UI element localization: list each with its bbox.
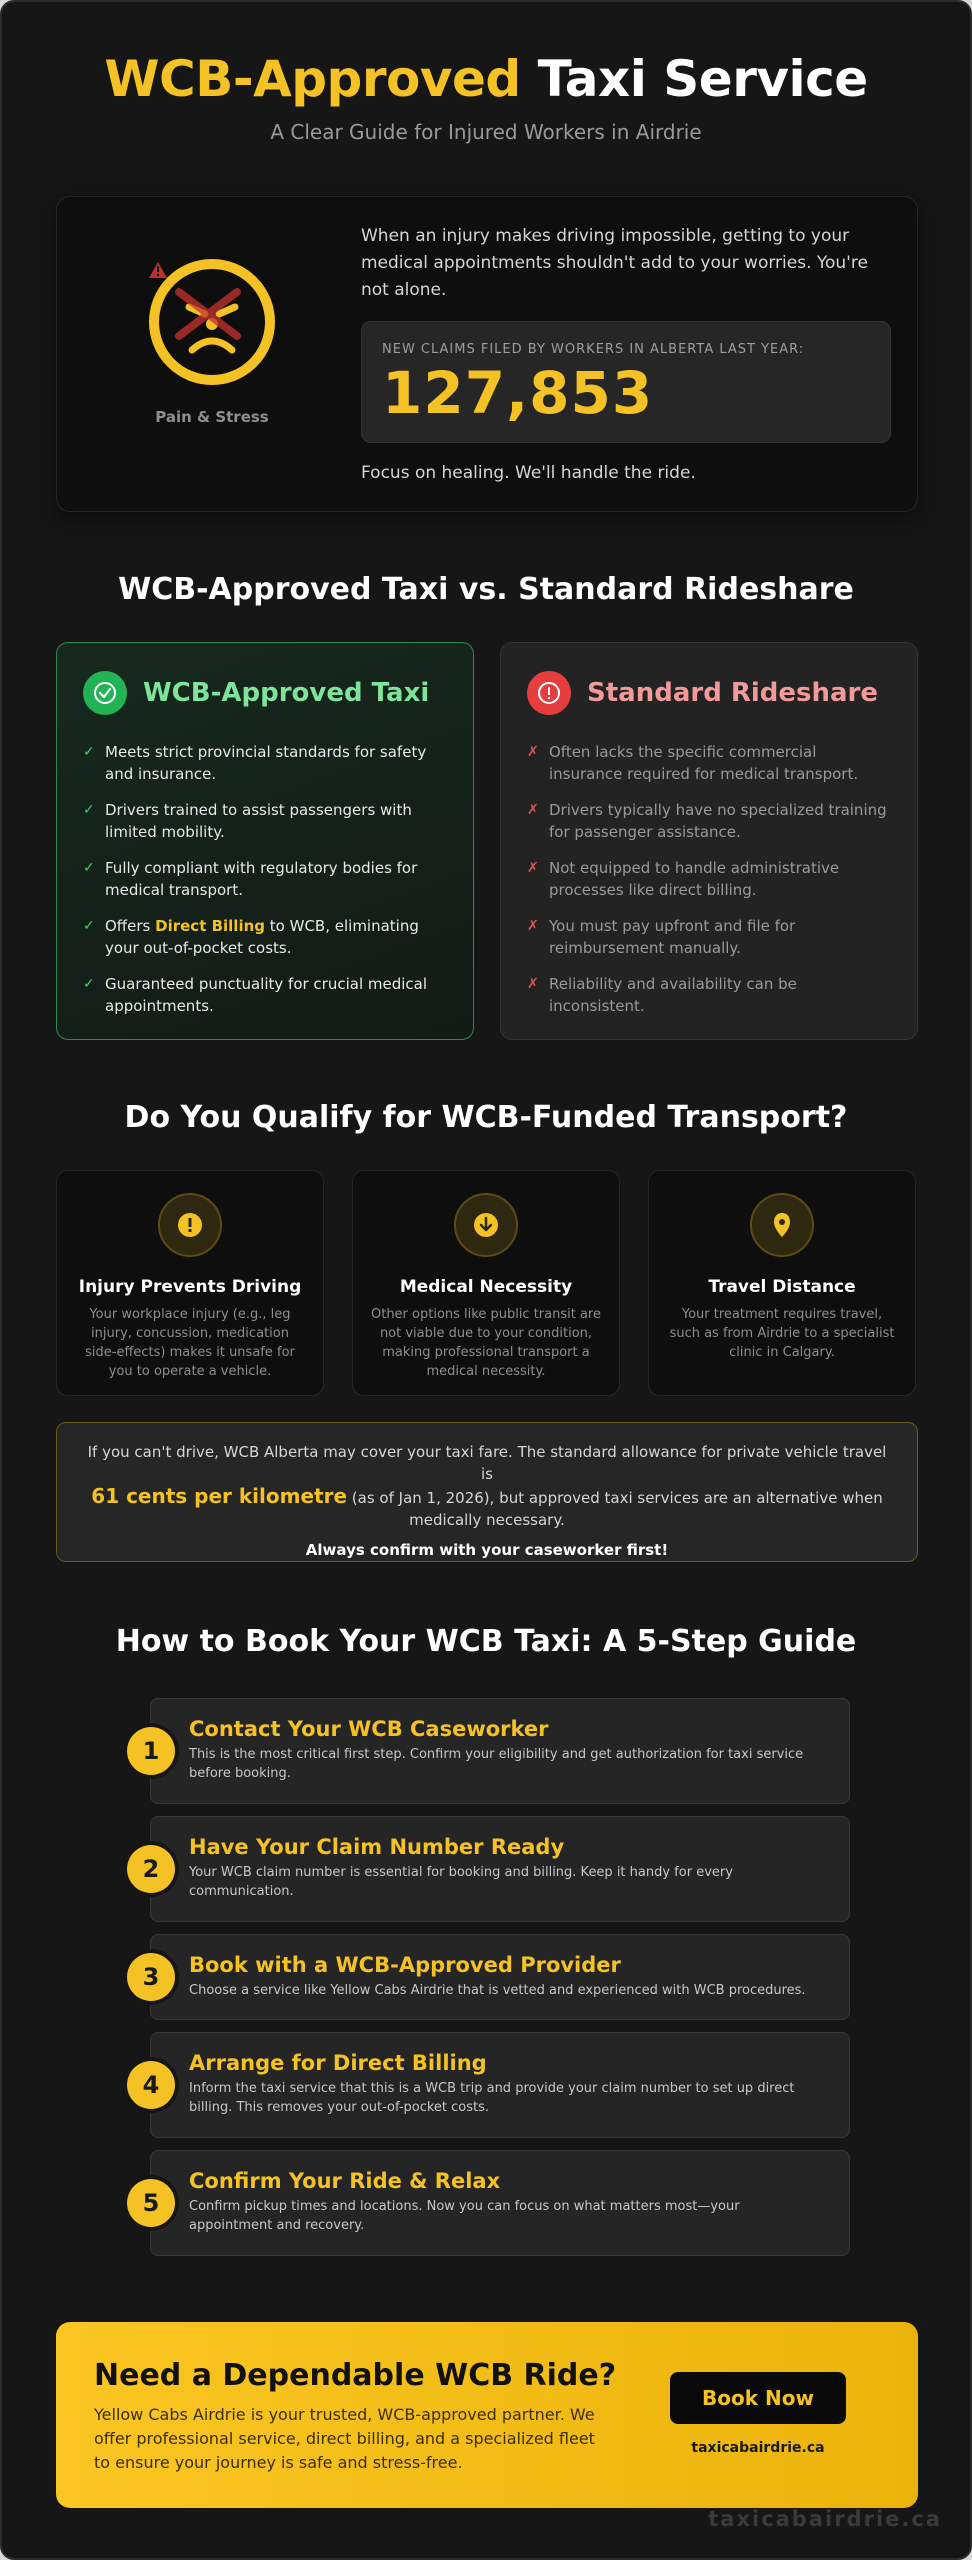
qualify-card-desc: Your workplace injury (e.g., leg injury, concussion, medication side-effects) makes it unsafe for you to operate a vehicle. (85, 1307, 295, 1379)
step-number-badge: 5 (127, 2179, 175, 2227)
location-pin-icon (750, 1193, 814, 1257)
hero-intro: When an injury makes driving impossible, getting to your medical appointments shouldn't add to your worries. You're not alone. (361, 226, 868, 300)
qualify-card-title: Medical Necessity (399, 1277, 573, 1297)
list-item: ✗ Reliability and availability can be inconsistent. (527, 975, 797, 1015)
step-title: Confirm Your Ride & Relax (189, 2169, 501, 2193)
list-item: ✓ Drivers trained to assist passengers with limited mobility. (83, 801, 412, 841)
header (2, 2, 970, 144)
list-item: ✗ Not equipped to handle administrative processes like direct billing. (527, 859, 840, 899)
step-number-badge: 2 (127, 1845, 175, 1893)
list-item: ✗ Often lacks the specific commercial insurance required for medical transport. (527, 743, 859, 783)
claims-stat-box (361, 321, 891, 443)
title-highlight: WCB-Approved (104, 50, 521, 108)
wcb-taxi-card (56, 642, 474, 1040)
cross-icon: ✗ (527, 976, 539, 992)
list-item: ✓ Fully compliant with regulatory bodies for medical transport. (83, 859, 418, 899)
cross-icon: ✗ (527, 802, 539, 818)
hero-footer: Focus on healing. We'll handle the ride. (361, 463, 696, 483)
step-title: Book with a WCB-Approved Provider (189, 1953, 621, 1977)
qualify-title: Do You Qualify for WCB-Funded Transport? (124, 1100, 848, 1135)
direct-billing-highlight: Direct Billing (155, 917, 266, 935)
step-card-5 (142, 2150, 850, 2256)
exclamation-icon (158, 1193, 222, 1257)
step-desc: Inform the taxi service that this is a WCB trip and provide your claim number to set up direct billing. This removes your out-of-pocket costs. (189, 2081, 795, 2115)
rideshare-drawbacks (527, 741, 891, 1017)
title-rest: Taxi Service (537, 50, 868, 108)
page-subtitle: A Clear Guide for Injured Workers in Airdrie (270, 120, 702, 144)
arrow-down-circle-icon (454, 1193, 518, 1257)
watermark: taxicabairdrie.ca (708, 2507, 942, 2531)
alert-circle-icon (527, 671, 571, 715)
notice-warning: Always confirm with your caseworker first! (305, 1541, 669, 1559)
stat-label: NEW CLAIMS FILED BY WORKERS IN ALBERTA LAST YEAR: (382, 342, 805, 357)
pain-stress-illustration (137, 252, 287, 426)
notice-text-continued: (as of Jan 1, 2026), but approved taxi services are an alternative when medically necessary. (351, 1489, 883, 1529)
checkmark-icon: ✓ (83, 860, 95, 876)
step-card-2 (142, 1816, 850, 1922)
cross-icon: ✗ (527, 918, 539, 934)
cta-title: Need a Dependable WCB Ride? (94, 2358, 617, 2393)
icon-caption: Pain & Stress (155, 408, 269, 426)
checkmark-icon: ✓ (83, 744, 95, 760)
step-desc: Confirm pickup times and locations. Now you can focus on what matters most—your appointment and recovery. (189, 2199, 740, 2233)
step-card-4 (142, 2032, 850, 2138)
step-title: Arrange for Direct Billing (189, 2051, 487, 2075)
comparison-title: WCB-Approved Taxi vs. Standard Rideshare (118, 572, 854, 607)
wcb-taxi-benefits (83, 741, 447, 1017)
pain-face-icon (137, 252, 287, 392)
step-number-badge: 3 (127, 1953, 175, 2001)
list-item: ✓ Offers Direct Billing to WCB, eliminating your out-of-pocket costs. (83, 917, 419, 957)
wcb-taxi-title: WCB-Approved Taxi (143, 678, 430, 708)
page-title (2, 50, 970, 108)
step-title: Have Your Claim Number Ready (189, 1835, 565, 1859)
step-number-badge: 4 (127, 2061, 175, 2109)
notice-text: If you can't drive, WCB Alberta may cover your taxi fare. The standard allowance for private vehicle travel is (87, 1443, 887, 1483)
step-desc: This is the most critical first step. Confirm your eligibility and get authorization for taxi service before booking. (189, 1747, 804, 1781)
qualify-card-title: Injury Prevents Driving (78, 1277, 302, 1297)
checkmark-icon: ✓ (83, 802, 95, 818)
list-item: ✓ Guaranteed punctuality for crucial medical appointments. (83, 975, 428, 1015)
qualify-card-injury (56, 1170, 324, 1396)
qualify-card-distance (648, 1170, 916, 1396)
qualify-card-title: Travel Distance (708, 1277, 856, 1297)
step-title: Contact Your WCB Caseworker (189, 1717, 549, 1741)
qualify-card-desc: Other options like public transit are not viable due to your condition, making professional transport a medical necessity. (370, 1307, 601, 1379)
list-item: ✓ Meets strict provincial standards for safety and insurance. (83, 743, 427, 783)
qualify-card-desc: Your treatment requires travel, such as from Airdrie to a specialist clinic in Calgary. (669, 1307, 895, 1360)
step-card-3 (142, 1934, 850, 2020)
allowance-notice (56, 1422, 918, 1562)
book-now-button[interactable]: Book Now (670, 2372, 846, 2424)
cta-text: Yellow Cabs Airdrie is your trusted, WCB-approved partner. We offer professional service, direct billing, and a specialized fleet to ensure your journey is safe and stress-free. (94, 2405, 595, 2472)
hero-card (56, 196, 918, 512)
wcb-taxi-header (83, 671, 447, 715)
checkmark-icon: ✓ (83, 918, 95, 934)
stat-value: 127,853 (382, 359, 654, 427)
checkmark-icon: ✓ (83, 976, 95, 992)
cta-banner (56, 2322, 918, 2508)
qualify-card-medical (352, 1170, 620, 1396)
list-item: ✗ Drivers typically have no specialized training for passenger assistance. (527, 801, 887, 841)
step-card-1 (142, 1698, 850, 1804)
rideshare-card (500, 642, 918, 1040)
list-item: ✗ You must pay upfront and file for reimbursement manually. (527, 917, 796, 957)
check-circle-icon (83, 671, 127, 715)
step-desc: Choose a service like Yellow Cabs Airdrie that is vetted and experienced with WCB procedures. (189, 1983, 806, 1998)
step-number-badge: 1 (127, 1727, 175, 1775)
website-link[interactable]: taxicabairdrie.ca (691, 2440, 825, 2456)
allowance-rate: 61 cents per kilometre (91, 1484, 348, 1508)
steps-title: How to Book Your WCB Taxi: A 5-Step Guide (115, 1624, 857, 1659)
rideshare-header (527, 671, 891, 715)
step-desc: Your WCB claim number is essential for booking and billing. Keep it handy for every communication. (189, 1865, 733, 1899)
cross-icon: ✗ (527, 860, 539, 876)
cross-icon: ✗ (527, 744, 539, 760)
rideshare-title: Standard Rideshare (587, 678, 879, 708)
